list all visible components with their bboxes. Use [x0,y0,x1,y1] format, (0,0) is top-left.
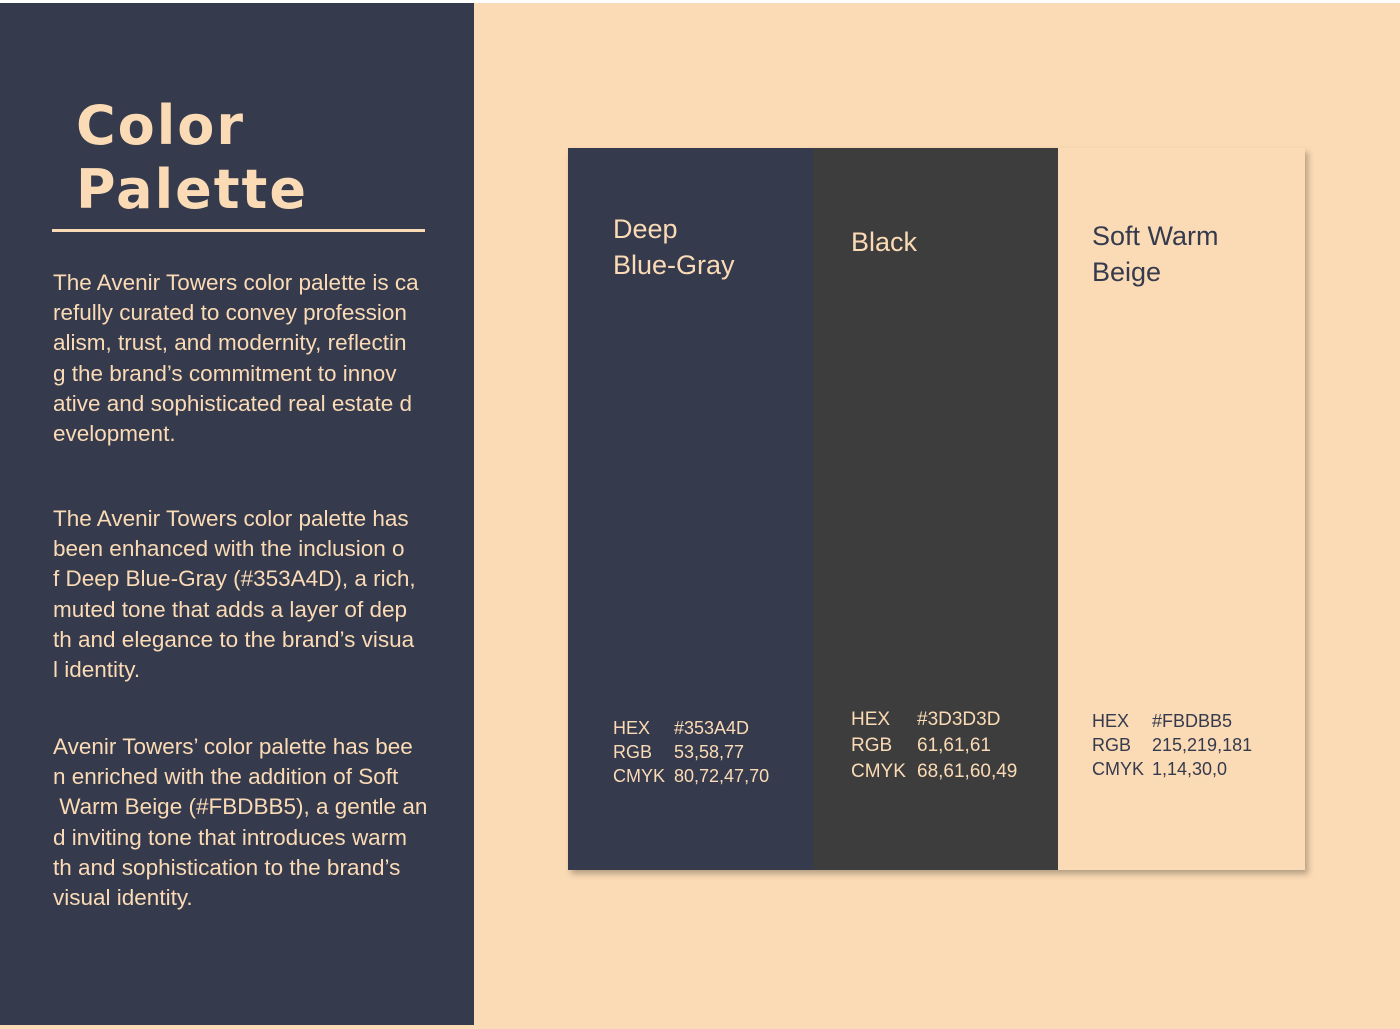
intro-paragraph: The Avenir Towers color palette is ca refully curated to convey profession alism, trust, and modernity, reflectin g the brand’s commitment to innov ative and sophisticated real estate d evelopment. [53,270,419,447]
cmyk-row [613,764,769,788]
rgb-row [613,740,769,764]
color-swatch-card [568,148,1305,870]
swatch-deep-blue-gray [568,148,813,870]
swatch-color-codes [851,707,1017,785]
cmyk-label: CMYK [1092,759,1145,779]
hex-row [1092,709,1252,733]
hex-value: #3D3D3D [917,709,1001,730]
cmyk-row [851,759,1017,785]
rgb-row [851,733,1017,759]
hex-value: #353A4D [674,718,750,738]
hex-label: HEX [851,709,891,730]
hex-row [851,707,1017,733]
hex-label: HEX [613,718,651,738]
cmyk-label: CMYK [613,766,666,786]
swatch-name: Soft Warm Beige [1092,221,1219,287]
hex-label: HEX [1092,711,1130,731]
swatch-black [813,148,1058,870]
hex-row [613,716,769,740]
deep-blue-gray-paragraph: The Avenir Towers color palette has been enhanced with the inclusion o f Deep Blue-Gray (#353A4D), a rich, muted tone that adds a layer of dep th and elegance to the brand’s visua l identity. [53,506,416,683]
cmyk-value: 68,61,60,49 [917,761,1018,782]
cmyk-value: 80,72,47,70 [674,766,770,786]
cmyk-value: 1,14,30,0 [1152,759,1228,779]
rgb-value: 61,61,61 [917,735,991,756]
page-title [76,94,308,222]
rgb-value: 53,58,77 [674,742,745,762]
swatch-soft-warm-beige [1058,148,1305,870]
hex-value: #FBDBB5 [1152,711,1233,731]
title-underline-divider [52,229,425,232]
rgb-label: RGB [1092,735,1132,755]
cmyk-label: CMYK [851,761,906,782]
title-line-1: Color [76,94,245,157]
swatch-name: Black [851,227,918,257]
rgb-value: 215,219,181 [1152,735,1253,755]
swatch-name: Deep Blue-Gray [613,214,735,280]
swatch-color-codes [1092,709,1252,781]
rgb-label: RGB [851,735,893,756]
rgb-label: RGB [613,742,653,762]
cmyk-row [1092,757,1252,781]
title-line-2: Palette [76,158,308,221]
soft-warm-beige-paragraph: Avenir Towers’ color palette has bee n enriched with the addition of Soft Warm Beige (#FBDBB5), a gentle an d inviting tone that introduces warm th and sophistication to the brand’s visual identity. [53,734,428,911]
swatch-color-codes [613,716,769,788]
rgb-row [1092,733,1252,757]
